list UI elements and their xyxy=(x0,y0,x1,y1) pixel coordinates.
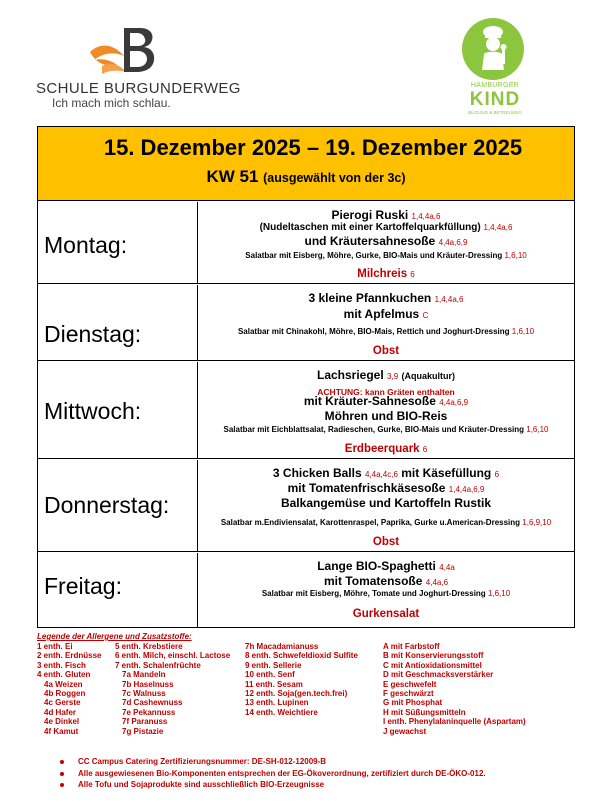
dish-sauce: mit Tomatensoße xyxy=(323,574,423,588)
legend-item: E geschwefelt xyxy=(383,679,437,689)
caterer-logo xyxy=(462,18,528,118)
dessert-text: Milchreis xyxy=(357,268,408,280)
dish-side: mit Apfelmus xyxy=(343,307,420,321)
day-label: Mittwoch: xyxy=(44,398,142,424)
allergen-codes: 1,4,4a,6 xyxy=(411,212,441,221)
legend-item: 4d Hafer xyxy=(44,707,77,717)
dessert-line xyxy=(198,268,574,280)
day-row-thursday xyxy=(38,460,574,552)
allergen-codes: 1,6,10 xyxy=(487,589,511,598)
dish-name: Pierogi Ruski xyxy=(331,208,409,222)
caterer-tagline: BILDUNG & BETREUUNG xyxy=(468,110,522,115)
legend-item: 8 enth. Schwefeldioxid Sulfite xyxy=(245,651,358,661)
dessert-text: Obst xyxy=(372,345,400,357)
note-item: Alle ausgewiesenen Bio-Komponenten entsprechen der EG-Ökoverordnung, zertifiziert durch DE-ÖKO-012. xyxy=(60,768,486,780)
caterer-name-line1: HAMBURGER xyxy=(470,82,520,89)
legend-item: 6 enth. Milch, einschl. Lactose xyxy=(115,651,231,661)
week-date-range: 15. Dezember 2025 – 19. Dezember 2025 xyxy=(103,135,523,160)
school-name: SCHULE BURGUNDERWEG xyxy=(36,80,241,97)
dish-line xyxy=(198,466,574,480)
legend-item: 10 enth. Senf xyxy=(245,670,295,680)
certification-notes xyxy=(60,756,486,791)
dessert-line xyxy=(198,443,574,455)
legend-item: 13 enth. Lupinen xyxy=(245,698,309,708)
day-label: Montag: xyxy=(44,232,128,258)
legend-item: 4f Kamut xyxy=(44,726,79,736)
dish-line xyxy=(198,481,574,495)
legend-column-1 xyxy=(37,642,101,736)
legend-item: 7h Macadamianuss xyxy=(245,642,319,651)
school-slogan: Ich mach mich schlau. xyxy=(52,96,171,110)
dessert-text: Erdbeerquark xyxy=(344,443,420,455)
allergen-codes: 4,4a,6,9 xyxy=(439,398,469,407)
week-header xyxy=(38,127,574,201)
day-label-cell xyxy=(38,553,198,628)
legend-item: J gewachst xyxy=(383,726,427,736)
salad-line xyxy=(198,589,574,598)
legend-column-2 xyxy=(115,642,230,736)
day-row-tuesday xyxy=(38,285,574,361)
day-label-cell xyxy=(38,362,198,458)
legend-item: 7g Pistazie xyxy=(122,726,164,736)
day-label: Dienstag: xyxy=(44,321,142,347)
day-menu xyxy=(198,553,574,628)
menu-table xyxy=(37,126,575,628)
dessert-line xyxy=(198,345,574,357)
dish-line xyxy=(198,208,574,222)
legend-item: A mit Farbstoff xyxy=(383,642,440,651)
note-item: CC Campus Catering Zertifizierungsnummer: DE-SH-012-12009-B xyxy=(60,756,486,768)
salad-line xyxy=(198,251,574,260)
dish-line xyxy=(198,234,574,248)
dish-name: Lange BIO-Spaghetti xyxy=(317,559,436,573)
legend-item: 7a Mandeln xyxy=(122,670,166,680)
dish-name: 3 kleine Pfannkuchen xyxy=(308,291,432,305)
salad-text: Salatbar mit Eisberg, Möhre, Tomate und Joghurt-Dressing xyxy=(261,589,486,598)
salad-line xyxy=(198,425,574,434)
salad-line xyxy=(198,327,574,336)
salad-text: Salatbar m.Endiviensalat, Karottenraspel, Paprika, Gurke u.American-Dressing xyxy=(220,518,521,527)
dessert-line xyxy=(198,608,574,620)
dish-line xyxy=(198,409,574,423)
dish-name: Lachsriegel xyxy=(316,368,384,382)
legend-item: 7 enth. Schalenfrüchte xyxy=(115,660,201,670)
dessert-line xyxy=(198,536,574,548)
day-row-wednesday xyxy=(38,362,574,459)
dessert-text: Gurkensalat xyxy=(352,608,420,620)
legend-item: I enth. Phenylalaninquelle (Aspartam) xyxy=(383,717,526,727)
legend-item: 2 enth. Erdnüsse xyxy=(37,651,102,661)
day-label-cell xyxy=(38,202,198,283)
legend-item: C mit Antioxidationsmittel xyxy=(383,660,482,670)
school-logo xyxy=(36,22,241,112)
dish-line xyxy=(198,559,574,573)
legend-item: 4c Gerste xyxy=(44,698,81,708)
allergen-codes: 1,6,10 xyxy=(511,327,535,336)
salad-line xyxy=(198,518,574,527)
salad-text: Salatbar mit Eisberg, Möhre, Gurke, BIO-Mais und Kräuter-Dressing xyxy=(245,251,503,260)
allergen-codes: 1,6,10 xyxy=(526,425,549,434)
dish-side: Möhren und BIO-Reis xyxy=(324,409,448,423)
legend-item: 7b Haselnuss xyxy=(122,679,174,689)
day-menu xyxy=(198,202,574,283)
day-label-cell xyxy=(38,460,198,551)
dish-line xyxy=(198,222,574,233)
legend-item: G mit Phosphat xyxy=(383,698,443,708)
allergen-codes: 4,4a xyxy=(439,563,455,572)
legend-item: D mit Geschmacksverstärker xyxy=(383,670,494,680)
day-menu xyxy=(198,460,574,551)
legend-title: Legende der Allergene und Zusatzstoffe: xyxy=(37,632,192,641)
salad-text: Salatbar mit Eichblattsalat, Radieschen, Gurke, BIO-Mais und Kräuter-Dressing xyxy=(223,425,525,434)
note-item: Alle Tofu und Sojaprodukte sind ausschließlich BIO-Erzeugnisse xyxy=(60,779,486,791)
school-logo-mark-icon xyxy=(88,22,158,84)
legend-item: 1 enth. Ei xyxy=(37,642,73,651)
legend-item: B mit Konservierungsstoff xyxy=(383,651,484,661)
legend-item: 14 enth. Weichtiere xyxy=(245,707,318,717)
day-row-friday xyxy=(38,553,574,628)
day-menu xyxy=(198,362,574,458)
day-label: Freitag: xyxy=(44,573,122,599)
dish-description: (Nudeltaschen mit einer Kartoffelquarkfüllung) xyxy=(259,222,481,233)
salad-text: Salatbar mit Chinakohl, Möhre, BIO-Mais, Rettich und Joghurt-Dressing xyxy=(237,327,510,336)
chef-icon xyxy=(462,18,524,80)
allergen-codes: 1,6,10 xyxy=(504,251,527,260)
legend-item: 4a Weizen xyxy=(44,679,83,689)
day-menu xyxy=(198,285,574,360)
dish-sauce: mit Kräuter-Sahnesoße xyxy=(303,394,436,408)
day-row-monday xyxy=(38,202,574,284)
caterer-logo-circle xyxy=(462,18,524,80)
dish-side: und Kräutersahnesoße xyxy=(304,234,436,248)
legend-column-3 xyxy=(245,642,358,717)
legend-item: 5 enth. Krebstiere xyxy=(115,642,183,651)
dish-line xyxy=(198,307,574,321)
legend-item: 9 enth. Sellerie xyxy=(245,660,302,670)
legend-item: H mit Süßungsmitteln xyxy=(383,707,466,717)
allergen-codes: 6 xyxy=(422,445,428,454)
dish-line xyxy=(198,574,574,588)
dessert-text: Obst xyxy=(372,536,400,548)
legend-item: 11 enth. Sesam xyxy=(245,679,303,689)
allergen-codes: 4,4a,4c,6 xyxy=(364,470,398,479)
legend-item: 7e Pekannuss xyxy=(122,707,176,717)
dish-line xyxy=(198,394,574,408)
warning-text: ACHTUNG: kann Gräten enthalten xyxy=(317,387,455,397)
day-label-cell xyxy=(38,285,198,360)
week-number: KW 51 xyxy=(206,167,259,186)
dish-filling: mit Käsefüllung xyxy=(401,466,492,480)
dish-line xyxy=(198,291,574,305)
allergen-codes: 3,9 xyxy=(387,372,399,381)
allergen-codes: 1,4,4a,6 xyxy=(483,223,513,232)
allergen-codes: C xyxy=(422,311,429,320)
legend-item: 4 enth. Gluten xyxy=(37,670,91,680)
allergen-codes: 6 xyxy=(494,470,500,479)
allergen-codes: 6 xyxy=(410,270,415,279)
legend-item: 12 enth. Soja(gen.tech.frei) xyxy=(245,688,348,698)
dish-side: Balkangemüse und Kartoffeln Rustik xyxy=(280,496,492,510)
dish-line xyxy=(198,368,574,382)
legend-item: 7f Paranuss xyxy=(122,717,168,727)
legend-item: F geschwärzt xyxy=(383,688,434,698)
allergen-codes: 4,4a,6,9 xyxy=(438,238,468,247)
dish-name: 3 Chicken Balls xyxy=(272,466,362,480)
dish-extra: (Aquakultur) xyxy=(401,371,455,381)
dish-sauce: mit Tomatenfrischkäsesoße xyxy=(287,481,446,495)
legend-item: 4e Dinkel xyxy=(44,717,80,727)
allergen-codes: 1,6,9,10 xyxy=(522,518,552,527)
legend-item: 7c Walnuss xyxy=(122,688,166,698)
legend-item: 3 enth. Fisch xyxy=(37,660,86,670)
legend-column-4 xyxy=(383,642,526,736)
allergen-codes: 1,4,4a,6,9 xyxy=(448,485,485,494)
dish-line xyxy=(198,496,574,510)
week-number-line xyxy=(38,167,574,187)
allergen-codes: 4,4a,6 xyxy=(425,578,449,587)
legend-item: 7d Cashewnuss xyxy=(122,698,183,708)
legend-item: 4b Roggen xyxy=(44,688,86,698)
caterer-name-line2: KIND xyxy=(469,89,521,110)
allergen-codes: 1,4,4a,6 xyxy=(434,295,464,304)
week-selection-note: (ausgewählt von der 3c) xyxy=(263,171,406,185)
day-label: Donnerstag: xyxy=(44,492,170,518)
